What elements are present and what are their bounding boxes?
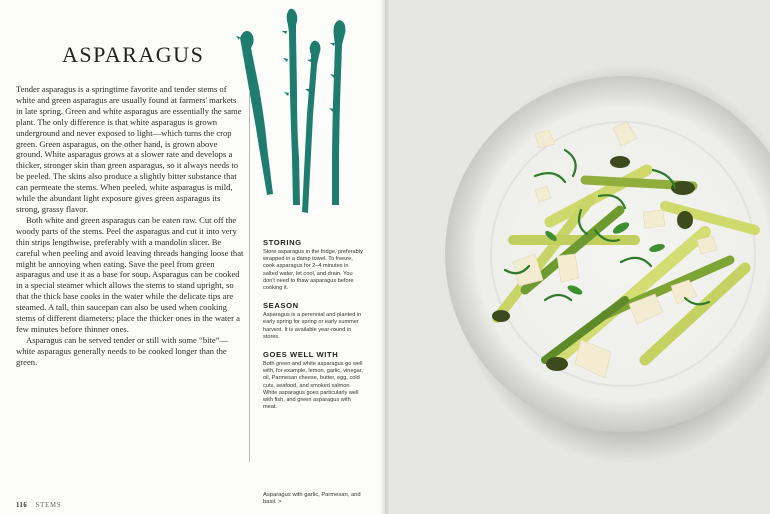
book-gutter [380, 0, 390, 514]
photo-caption: Asparagus with garlic, Parmesan, and basil. > [263, 492, 361, 506]
season-heading: SEASON [263, 301, 299, 311]
asparagus-salad-plate-photo [385, 0, 770, 514]
goes-well-with-text: Both green and white asparagus go well with, for example, lemon, garlic, vinegar, oil, Parmesan cheese, butter, egg, cold cuts, seafood, and smoked salmon. White asparagus goes particularly well with fish, and green asparagus with meat. [263, 361, 363, 411]
storing-heading: STORING [263, 238, 302, 247]
column-divider [249, 90, 250, 462]
right-page [385, 0, 770, 514]
sidebar [263, 238, 363, 420]
page-title: ASPARAGUS [62, 42, 205, 67]
storing-text: Store asparagus in the fridge, preferably wrapped in a damp towel. To freeze, cook asparagus for 2–4 minutes in salted water, let cool, and drain. You don't need to thaw asparagus before cooking it. [263, 249, 363, 292]
body-text [16, 84, 244, 368]
body-paragraph: Both white and green asparagus can be eaten raw. Cut off the woody parts of the stems. Peel the asparagus and cut it into very thin strips lengthwise, preferably with a mandolin slicer. Be careful when peeling and avoid leaving threads hanging loose that might be annoying when eating. Save the peel from green asparagus and use it as a base for soup. Asparagus can be cooked in a special steamer which allows the stems to stand upright, so that the thick base cooks in the water while the delicate tips are steamed. A tall, thin saucepan can also be used when cooking stems of different diameters; place the thicker ones in the water a few minutes before thinner ones. [16, 214, 244, 334]
body-paragraph: Asparagus can be served tender or still with some “bite”—white asparagus generally needs to be cooked longer than the green. [16, 334, 229, 367]
folio [16, 502, 61, 509]
season-text: Asparagus is a perennial and planted in early spring for spring or early summer harvest. It is available year-round in stores. [263, 312, 362, 340]
section-name: STEMS [35, 502, 62, 509]
page-number: 116 [16, 502, 28, 509]
body-paragraph: Tender asparagus is a springtime favorite and tender stems of white and green asparagus are usually found at farmers' markets in late spring. Green and white asparagus are essentially the same plant. The only difference is that white asparagus is grown underground and never exposed to light—which turns the crop green. Green asparagus, on the other hand, is grown above ground. White asparagus grows at a slower rate and develops a thicker, stronger skin than green asparagus, so it always needs to be peeled. The skins also produce a slightly bitter substance that can permeate the stems. When peeled, white asparagus is mild, while the abundant light exposure gives green asparagus its strong, grassy flavor. [16, 84, 242, 214]
goes-well-with-heading: GOES WELL WITH [263, 350, 339, 360]
